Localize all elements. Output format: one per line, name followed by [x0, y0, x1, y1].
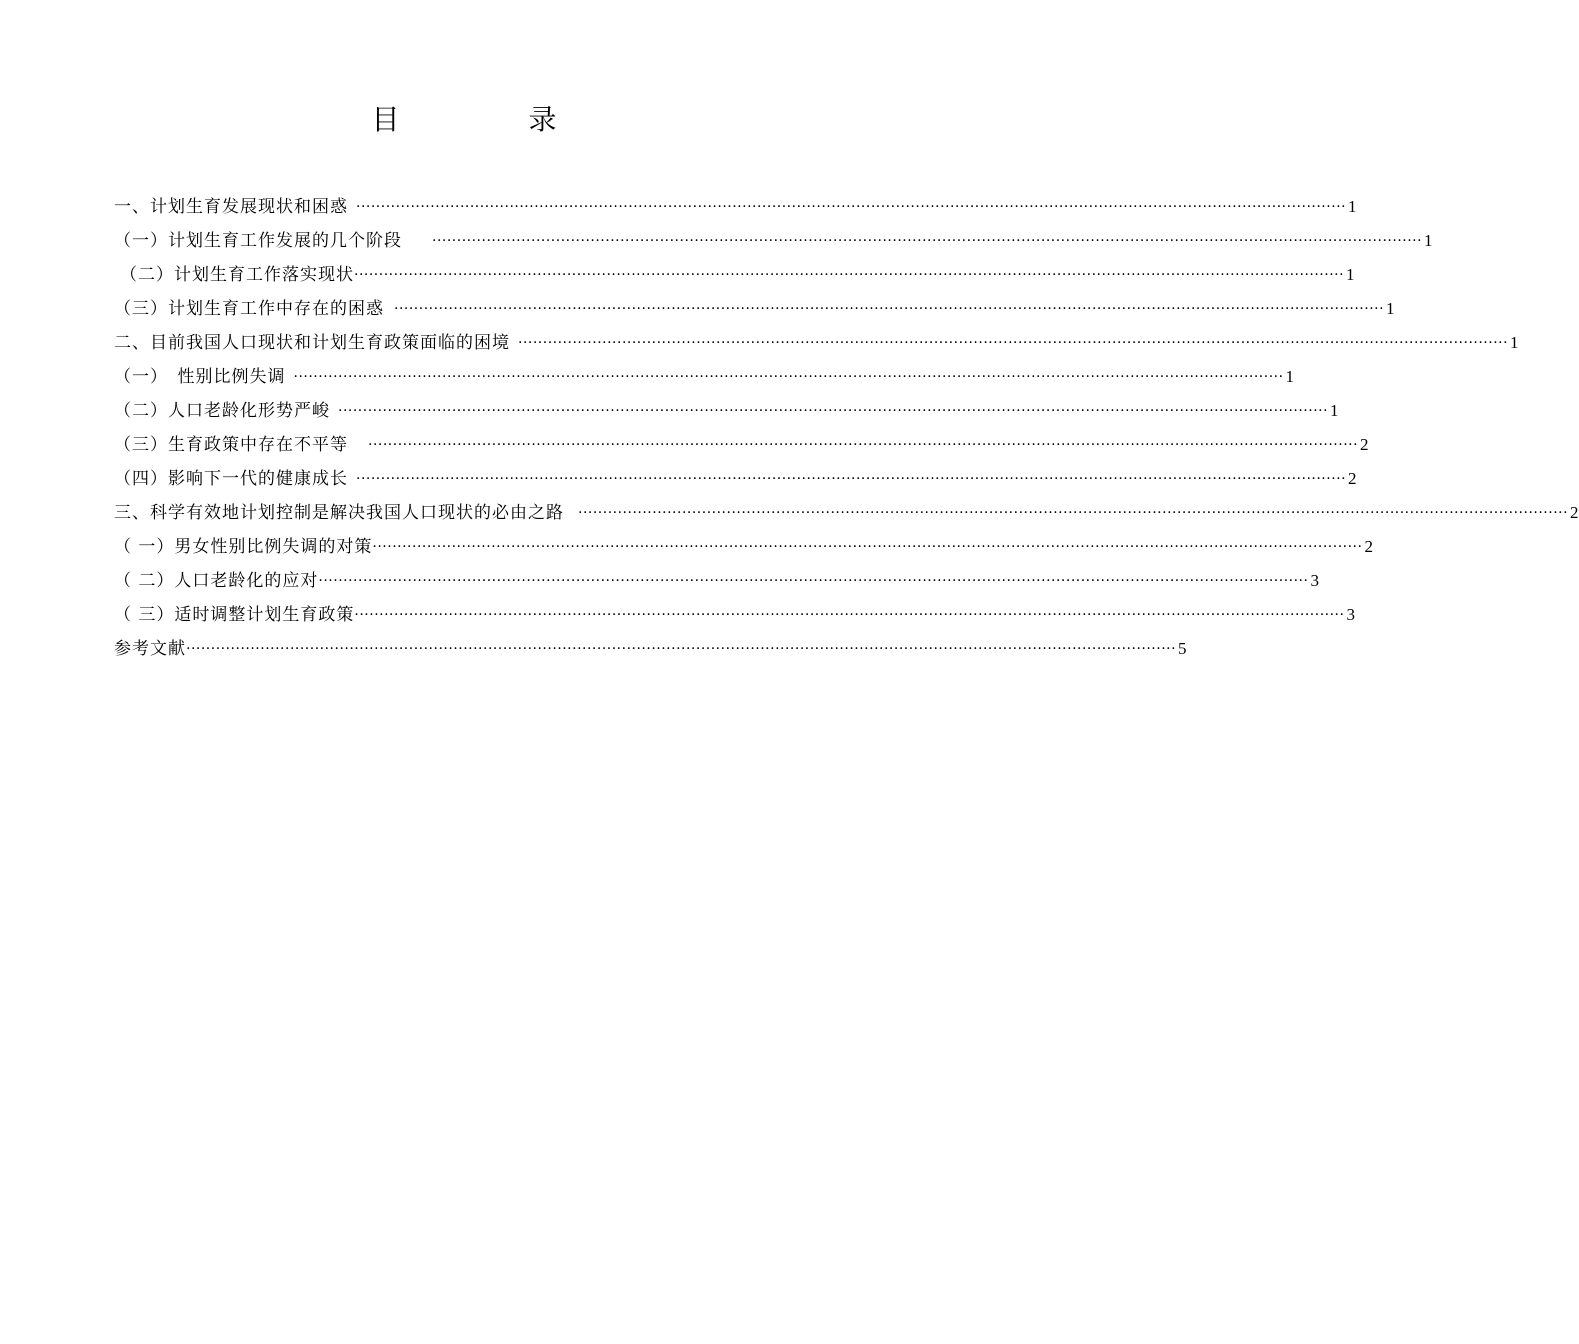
toc-entry — [114, 394, 1339, 428]
toc-entry — [114, 598, 1355, 632]
toc-entry — [114, 530, 1373, 564]
toc-leader-dots: ········································································································································································································ — [394, 301, 1385, 317]
toc-leader-dots: ········································································································································································································ — [354, 607, 1345, 623]
toc-page-number: 1 — [1330, 401, 1339, 420]
toc-leader-dots: ········································································································································································································ — [578, 505, 1569, 521]
toc-page-number: 3 — [1310, 571, 1319, 590]
toc-leader-dots: ········································································································································································································ — [356, 199, 1347, 215]
toc-leader-dots: ········································································································································································································ — [356, 471, 1347, 487]
toc-leader-dots: ········································································································································································································ — [318, 573, 1309, 589]
toc-page-number: 2 — [1570, 503, 1579, 522]
toc-entry-text: （二）人口老龄化形势严峻 — [114, 401, 330, 421]
toc-entry — [114, 496, 1579, 530]
toc-entry — [114, 564, 1319, 598]
toc-entry — [114, 292, 1395, 326]
toc-page-number: 2 — [1364, 537, 1373, 556]
toc-entry-text: （二）计划生育工作落实现状 — [120, 265, 354, 285]
toc-page-number: 2 — [1348, 469, 1357, 488]
toc-page-number: 5 — [1178, 639, 1187, 658]
toc-entry — [114, 462, 1357, 496]
toc-entry-text: （一） 性别比例失调 — [114, 367, 286, 387]
toc-entry-text: （ 三）适时调整计划生育政策 — [114, 605, 355, 625]
toc-leader-dots: ········································································································································································································ — [432, 233, 1423, 249]
toc-leader-dots: ········································································································································································································ — [293, 369, 1284, 385]
toc-leader-dots: ········································································································································································································ — [186, 641, 1177, 657]
toc-page-number: 1 — [1386, 299, 1395, 318]
toc-page-number: 1 — [1510, 333, 1519, 352]
toc-page-number: 3 — [1346, 605, 1355, 624]
toc-entry — [120, 258, 1355, 292]
toc-page-number: 2 — [1360, 435, 1369, 454]
toc-entry — [114, 428, 1369, 462]
toc-leader-dots: ········································································································································································································ — [354, 267, 1345, 283]
toc-entry-text: （一）计划生育工作发展的几个阶段 — [114, 231, 402, 251]
toc-entry — [114, 632, 1187, 666]
toc-leader-dots: ········································································································································································································ — [368, 437, 1359, 453]
toc-entry-text: （三）生育政策中存在不平等 — [114, 435, 348, 455]
toc-entry — [114, 326, 1519, 360]
toc-page-number: 1 — [1346, 265, 1355, 284]
toc-entry-text: （ 一）男女性别比例失调的对策 — [114, 537, 373, 557]
toc-entry — [114, 360, 1295, 394]
toc-entry-text: 三、科学有效地计划控制是解决我国人口现状的必由之路 — [114, 503, 564, 523]
toc-entry-text: （ 二）人口老龄化的应对 — [114, 571, 319, 591]
toc-leader-dots: ········································································································································································································ — [372, 539, 1363, 555]
toc-entry — [114, 224, 1433, 258]
toc-leader-dots: ········································································································································································································ — [338, 403, 1329, 419]
toc-page-number: 1 — [1424, 231, 1433, 250]
toc-entry — [114, 190, 1357, 224]
toc-page-number: 1 — [1285, 367, 1295, 386]
toc-entry-text: 参考文献 — [114, 639, 186, 659]
toc-entry-text: 一、计划生育发展现状和困惑 — [114, 197, 348, 217]
toc-entry-text: 二、目前我国人口现状和计划生育政策面临的困境 — [114, 333, 510, 353]
toc-page-number: 1 — [1348, 197, 1357, 216]
page-title: 目 录 — [371, 103, 617, 136]
toc-entry-text: （三）计划生育工作中存在的困惑 — [114, 299, 384, 319]
toc-entry-text: （四）影响下一代的健康成长 — [114, 469, 348, 489]
toc-leader-dots: ········································································································································································································ — [518, 335, 1509, 351]
